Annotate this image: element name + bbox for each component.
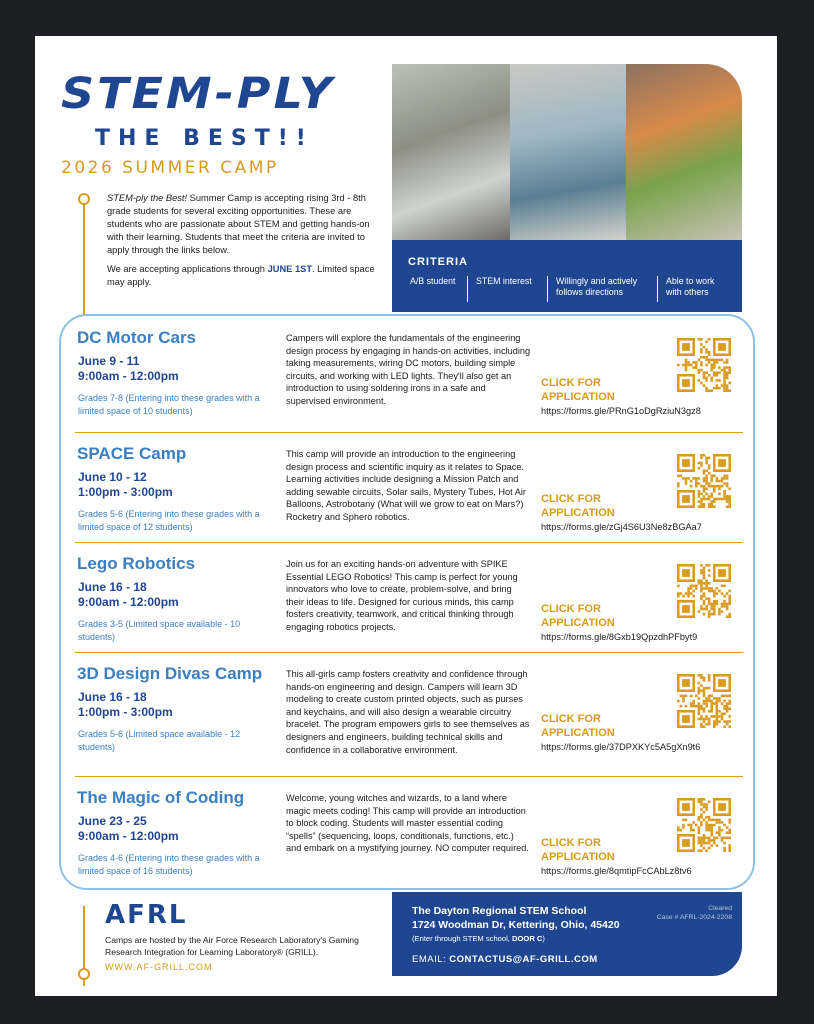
intro-timeline-dot bbox=[78, 193, 90, 205]
click-for-label: CLICK FOR bbox=[541, 713, 601, 725]
click-for-application[interactable] bbox=[541, 602, 615, 630]
photo-group-activity bbox=[626, 64, 742, 240]
camp-time: 9:00am - 12:00pm bbox=[78, 829, 179, 843]
camp-description: This camp will provide an introduction to the engineering design process and scientific inquiry as it relates to Space. Learning activities include designing a Mission Patch and adding sewable circuits, Solar sails, Mystery Tubes, Hot Air Balloons, Astrobotany (What will we grow to eat on Mars?) Rocketry and Sphero robotics. bbox=[286, 449, 526, 522]
camp-grades: Grades 4-6 (Entering into these grades with a limited space of 16 students) bbox=[78, 853, 260, 876]
click-for-label: CLICK FOR bbox=[541, 377, 601, 389]
intro-brand: STEM-ply the Best! bbox=[107, 193, 188, 203]
click-for-application[interactable] bbox=[541, 376, 615, 404]
qr-code-icon[interactable] bbox=[677, 338, 731, 392]
footer-timeline-dot bbox=[78, 968, 90, 980]
title-summer-camp: 2026 SUMMER CAMP bbox=[61, 158, 279, 178]
camp-grades: Grades 5-6 (Limited space available - 12 students) bbox=[78, 729, 241, 752]
application-link[interactable]: https://forms.gle/zGj4S6U3Ne8zBGAa7 bbox=[541, 522, 702, 532]
email-address[interactable]: CONTACTUS@AF-GRILL.COM bbox=[449, 954, 598, 965]
click-for-application[interactable] bbox=[541, 836, 615, 864]
camp-3d-design-divas bbox=[61, 652, 757, 776]
criteria-item: Willingly and actively follows directions bbox=[548, 276, 658, 302]
camp-space-camp bbox=[61, 432, 757, 542]
photo-collage bbox=[392, 64, 742, 240]
criteria-item: STEM interest bbox=[468, 276, 548, 302]
camp-schedule bbox=[78, 814, 179, 844]
email-label: EMAIL: bbox=[412, 954, 450, 965]
camp-magic-of-coding bbox=[61, 776, 757, 888]
camp-grades: Grades 5-6 (Entering into these grades with a limited space of 12 students) bbox=[78, 509, 260, 532]
camp-title: SPACE Camp bbox=[77, 444, 187, 463]
criteria-panel bbox=[392, 240, 742, 312]
camps-list bbox=[59, 314, 755, 890]
click-for-label: CLICK FOR bbox=[541, 603, 601, 615]
camp-date: June 16 - 18 bbox=[78, 580, 147, 594]
camp-schedule bbox=[78, 690, 173, 720]
camp-dc-motor-cars bbox=[61, 316, 757, 432]
intro-paragraph-1: Summer Camp is accepting rising 3rd - 8th grade students for several exciting opportunities. These are students who are passionate about STEM and getting hands-on with their learning. Students that meet the criteria are invited to apply through the links below. bbox=[107, 193, 370, 255]
camp-date: June 9 - 11 bbox=[78, 354, 140, 368]
top-bar bbox=[0, 0, 814, 36]
application-link[interactable]: https://forms.gle/8qmtipFcCAbLz8tv6 bbox=[541, 866, 692, 876]
photo-student-building bbox=[392, 64, 510, 240]
criteria-heading: CRITERIA bbox=[408, 256, 468, 268]
click-for-label: CLICK FOR bbox=[541, 837, 601, 849]
photo-students-laptop bbox=[510, 64, 626, 240]
school-address bbox=[412, 904, 620, 932]
camp-date: June 16 - 18 bbox=[78, 690, 147, 704]
camp-lego-robotics bbox=[61, 542, 757, 652]
case-number: Case # AFRL-2024-2208 bbox=[656, 914, 732, 921]
application-label: APPLICATION bbox=[541, 507, 615, 519]
qr-code-icon[interactable] bbox=[677, 674, 731, 728]
application-link[interactable]: https://forms.gle/8Gxb19QpzdhPFbyt9 bbox=[541, 632, 698, 642]
camp-schedule bbox=[78, 354, 179, 384]
intro-paragraph-2-start: We are accepting applications through bbox=[107, 264, 268, 274]
camp-date: June 10 - 12 bbox=[78, 470, 147, 484]
application-link[interactable]: https://forms.gle/37DPXKYc5A5gXn9t6 bbox=[541, 742, 701, 752]
flyer-page bbox=[35, 36, 777, 996]
intro-timeline-line bbox=[83, 196, 85, 316]
street-address: 1724 Woodman Dr, Kettering, Ohio, 45420 bbox=[412, 919, 620, 931]
title-the-best: THE BEST!! bbox=[95, 126, 314, 151]
camp-title: Lego Robotics bbox=[77, 554, 196, 573]
entry-note bbox=[412, 934, 545, 943]
address-panel bbox=[392, 892, 742, 976]
host-statement: Camps are hosted by the Air Force Research Laboratory's Gaming Research Integration for Learning Laboratory® (GRILL). bbox=[105, 935, 359, 957]
title-stem-ply: STEM-PLY bbox=[61, 68, 335, 118]
camp-time: 9:00am - 12:00pm bbox=[78, 369, 179, 383]
intro-text bbox=[107, 192, 377, 295]
camp-description: This all-girls camp fosters creativity and confidence through hands-on engineering and design. Campers will learn 3D modeling to create custom printed objects, such as purses and keychains, and will also design a wearable circuitry bracelet. The program empowers girls to see themselves as designers and engineers, building technical skills and confidence in a collaborative environment. bbox=[286, 669, 530, 755]
camp-time: 9:00am - 12:00pm bbox=[78, 595, 179, 609]
camp-grades: Grades 7-8 (Entering into these grades with a limited space of 10 students) bbox=[78, 393, 260, 416]
click-for-label: CLICK FOR bbox=[541, 493, 601, 505]
camp-title: The Magic of Coding bbox=[77, 788, 245, 807]
application-label: APPLICATION bbox=[541, 617, 615, 629]
contact-email[interactable] bbox=[412, 954, 598, 965]
camp-title: 3D Design Divas Camp bbox=[77, 664, 263, 683]
criteria-item: Able to work with others bbox=[666, 276, 715, 297]
camp-description: Welcome, young witches and wizards, to a land where magic meets coding! This camp will provide an introduction to block coding. Students will master essential coding “spells” (sequencing, loops, conditionals, functions, etc.) and embark on a mystifying journey. NO computer required. bbox=[286, 793, 529, 854]
camp-description: Campers will explore the fundamentals of the engineering design process by engaging in hands-on activities, including taking measurements, wiring DC motors, building simple circuits, and working with LED lights. They'll also get an introduction to using soldering irons in a safe and supervised environment. bbox=[286, 333, 531, 406]
application-link[interactable]: https://forms.gle/PRnG1oDgRziuN3gz8 bbox=[541, 406, 701, 416]
entry-note-start: (Enter through STEM school, bbox=[412, 934, 513, 943]
application-label: APPLICATION bbox=[541, 391, 615, 403]
camp-time: 1:00pm - 3:00pm bbox=[78, 485, 173, 499]
camp-schedule bbox=[78, 580, 179, 610]
qr-code-icon[interactable] bbox=[677, 454, 731, 508]
camp-title: DC Motor Cars bbox=[77, 328, 197, 347]
clearance-note bbox=[657, 904, 732, 922]
entry-note-end: ) bbox=[542, 934, 545, 943]
qr-code-icon[interactable] bbox=[677, 564, 731, 618]
click-for-application[interactable] bbox=[541, 492, 615, 520]
afrl-logo: AFRL bbox=[105, 900, 188, 930]
application-label: APPLICATION bbox=[541, 851, 615, 863]
qr-code-icon[interactable] bbox=[677, 798, 731, 852]
school-name: The Dayton Regional STEM School bbox=[412, 905, 587, 917]
click-for-application[interactable] bbox=[541, 712, 615, 740]
entry-door: DOOR C bbox=[512, 934, 543, 943]
camp-grades: Grades 3-5 (Limited space available - 10 students) bbox=[78, 619, 241, 642]
intro-deadline: JUNE 1ST bbox=[267, 264, 312, 274]
criteria-item: A/B student bbox=[402, 276, 468, 302]
cleared-label: Cleared bbox=[708, 905, 732, 912]
camp-schedule bbox=[78, 470, 173, 500]
website-link[interactable]: WWW.AF-GRILL.COM bbox=[105, 962, 213, 972]
intro-paragraph-2-end: . Limited space may apply. bbox=[107, 264, 375, 287]
camp-date: June 23 - 25 bbox=[78, 814, 147, 828]
camp-time: 1:00pm - 3:00pm bbox=[78, 705, 173, 719]
application-label: APPLICATION bbox=[541, 727, 615, 739]
criteria-list bbox=[402, 276, 732, 302]
camp-description: Join us for an exciting hands-on adventure with SPIKE Essential LEGO Robotics! This camp is perfect for young innovators who love to create, problem-solve, and bring their ideas to life. Designed for curious minds, this camp fosters creativity, teamwork, and critical thinking through engaging robotics projects. bbox=[286, 559, 518, 632]
